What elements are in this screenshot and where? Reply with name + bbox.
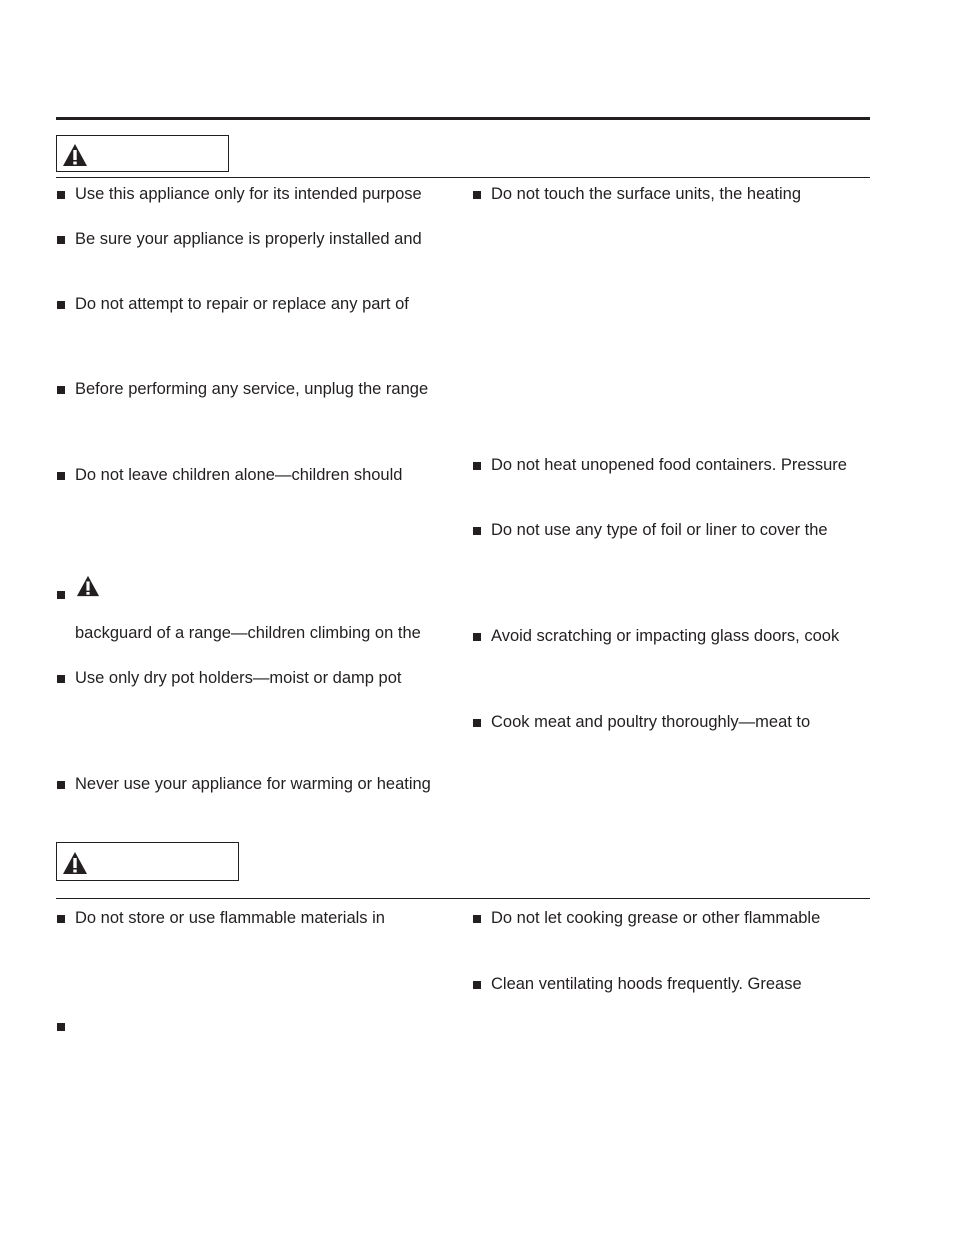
list-item: [57, 908, 457, 928]
list-item-text: Do not store or use flammable materials in: [75, 909, 385, 927]
list-item-text: Clean ventilating hoods frequently. Grease: [491, 975, 802, 993]
square-bullet-icon: [473, 719, 481, 727]
square-bullet-icon: [57, 781, 65, 789]
continuation-text: backguard of a range—children climbing on the: [75, 624, 421, 642]
square-bullet-icon: [57, 591, 65, 599]
list-item: [473, 626, 873, 646]
list-item-text: Do not attempt to repair or replace any part of: [75, 295, 409, 313]
list-item-text: Do not leave children alone—children should: [75, 466, 403, 484]
square-bullet-icon: [57, 675, 65, 683]
square-bullet-icon: [473, 527, 481, 535]
square-bullet-icon: [57, 191, 65, 199]
square-bullet-icon: [57, 1023, 65, 1031]
list-item: [473, 184, 873, 204]
list-item: [57, 294, 457, 314]
list-item: [57, 465, 457, 485]
square-bullet-icon: [57, 301, 65, 309]
list-item: [473, 455, 873, 475]
list-item-text: Do not use any type of foil or liner to cover the: [491, 521, 828, 539]
list-item-text: Before performing any service, unplug the range: [75, 380, 429, 398]
list-item: [473, 520, 873, 540]
list-item-text: Use this appliance only for its intended purpose: [75, 185, 422, 203]
square-bullet-icon: [57, 472, 65, 480]
warning-triangle-icon: [76, 574, 100, 598]
list-item: [473, 712, 873, 732]
warning-header-box: [56, 135, 229, 172]
warning-header-box: [56, 842, 239, 881]
list-item: [57, 774, 457, 794]
list-item-text: Cook meat and poultry thoroughly—meat to: [491, 713, 811, 731]
list-item: [57, 668, 457, 688]
warning-triangle-icon: [62, 143, 88, 167]
list-item: [57, 584, 457, 604]
list-item-text: Do not touch the surface units, the heating: [491, 185, 802, 203]
list-item: [57, 379, 457, 399]
square-bullet-icon: [473, 462, 481, 470]
section-rule: [56, 898, 870, 899]
square-bullet-icon: [473, 633, 481, 641]
square-bullet-icon: [473, 191, 481, 199]
list-item-text: Never use your appliance for warming or heating: [75, 775, 431, 793]
list-item: [57, 184, 457, 204]
list-item-text: Be sure your appliance is properly installed and: [75, 230, 422, 248]
list-item: [473, 908, 873, 928]
square-bullet-icon: [473, 981, 481, 989]
square-bullet-icon: [57, 236, 65, 244]
list-item-text: Do not heat unopened food containers. Pressure: [491, 456, 847, 474]
list-item: [57, 1016, 457, 1036]
top-rule: [56, 117, 870, 120]
warning-triangle-icon: [62, 851, 88, 875]
list-item: [57, 229, 457, 249]
list-item-text: Do not let cooking grease or other flammable: [491, 909, 821, 927]
list-item-text: Avoid scratching or impacting glass doors, cook: [491, 627, 840, 645]
square-bullet-icon: [57, 386, 65, 394]
square-bullet-icon: [57, 915, 65, 923]
section-rule: [56, 177, 870, 178]
list-item: [473, 974, 873, 994]
list-item-text: Use only dry pot holders—moist or damp pot: [75, 669, 402, 687]
square-bullet-icon: [473, 915, 481, 923]
